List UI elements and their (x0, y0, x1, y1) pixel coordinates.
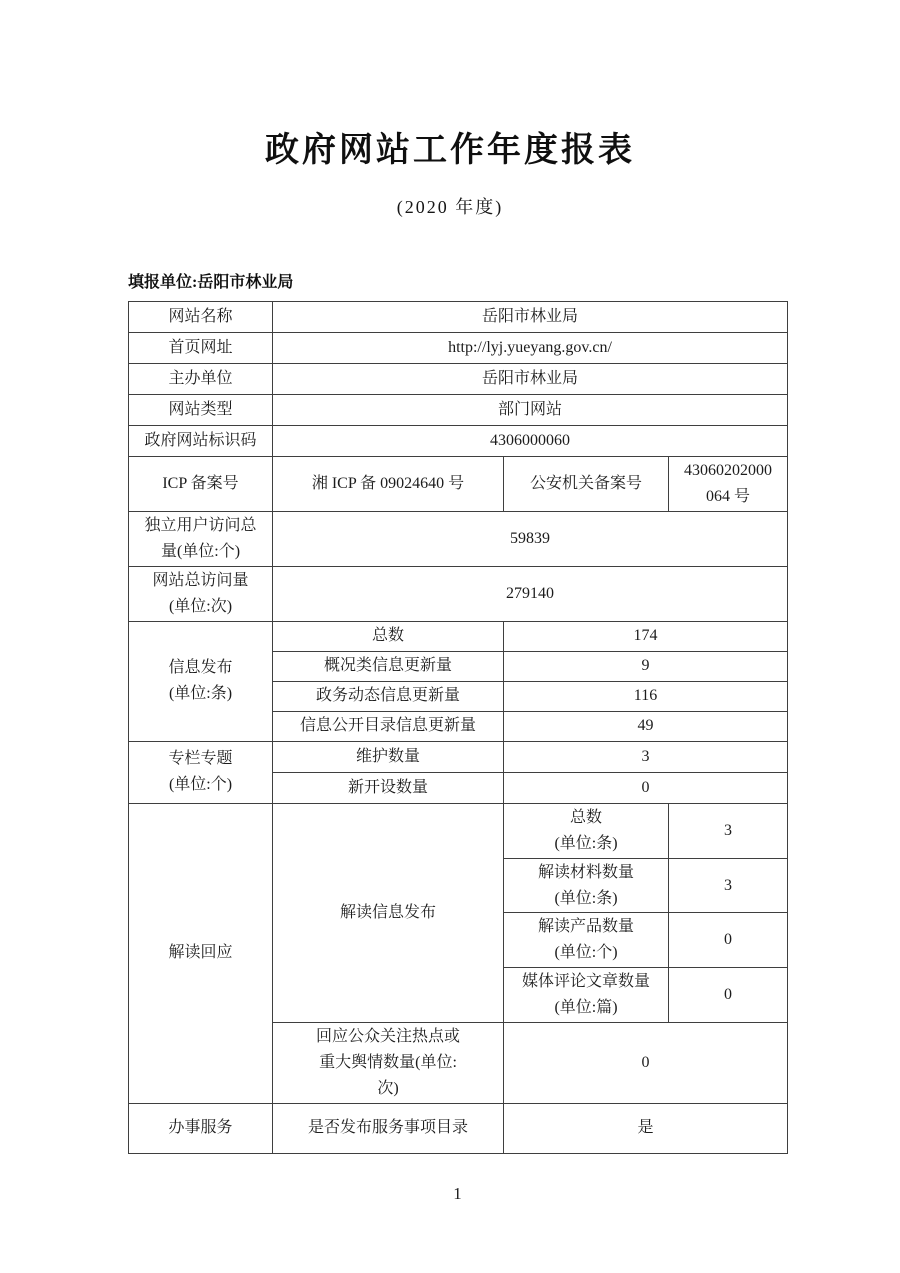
hotspot-response-label: 回应公众关注热点或 重大舆情数量(单位: 次) (273, 1023, 504, 1104)
table-row (129, 364, 788, 395)
table-row (129, 426, 788, 457)
icp-value: 湘 ICP 备 09024640 号 (273, 457, 504, 512)
table-row (129, 621, 788, 651)
info-release-section-label: 信息发布 (单位:条) (129, 621, 273, 741)
total-visits-value: 279140 (273, 566, 788, 621)
site-id-label: 政府网站标识码 (129, 426, 273, 457)
interpretation-products-label: 解读产品数量 (单位:个) (504, 913, 669, 968)
document-subtitle: (2020 年度) (396, 197, 504, 217)
interpretation-release-label: 解读信息发布 (273, 803, 504, 1022)
special-columns-maintained-label: 维护数量 (273, 741, 504, 772)
info-release-total-value: 174 (504, 621, 788, 651)
report-unit-line: 填报单位:岳阳市林业局 (128, 274, 294, 291)
interpretation-materials-label: 解读材料数量 (单位:条) (504, 858, 669, 913)
police-record-value: 43060202000 064 号 (669, 457, 788, 512)
interpretation-products-value: 0 (669, 913, 788, 968)
table-row (129, 333, 788, 364)
site-type-label: 网站类型 (129, 395, 273, 426)
table-row (129, 803, 788, 858)
interpretation-total-value: 3 (669, 803, 788, 858)
services-directory-value: 是 (504, 1103, 788, 1153)
page-number: 1 (453, 1184, 462, 1203)
services-section-label: 办事服务 (129, 1103, 273, 1153)
organizer-label: 主办单位 (129, 364, 273, 395)
info-release-total-label: 总数 (273, 621, 504, 651)
table-row (129, 1103, 788, 1153)
annual-report-table (128, 301, 788, 1154)
special-columns-section-label: 专栏专题 (单位:个) (129, 741, 273, 803)
table-row (129, 566, 788, 621)
interpretation-section-label: 解读回应 (129, 803, 273, 1103)
police-record-label: 公安机关备案号 (504, 457, 669, 512)
interpretation-total-label: 总数 (单位:条) (504, 803, 669, 858)
table-row (129, 395, 788, 426)
interpretation-media-label: 媒体评论文章数量 (单位:篇) (504, 968, 669, 1023)
special-columns-new-value: 0 (504, 772, 788, 803)
table-row (129, 511, 788, 566)
interpretation-media-value: 0 (669, 968, 788, 1023)
unique-visitors-value: 59839 (273, 511, 788, 566)
info-release-overview-label: 概况类信息更新量 (273, 651, 504, 681)
special-columns-new-label: 新开设数量 (273, 772, 504, 803)
table-row (129, 457, 788, 512)
special-columns-maintained-value: 3 (504, 741, 788, 772)
info-release-directory-value: 49 (504, 711, 788, 741)
services-directory-label: 是否发布服务事项目录 (273, 1103, 504, 1153)
organizer-value: 岳阳市林业局 (273, 364, 788, 395)
total-visits-label: 网站总访问量 (单位:次) (129, 566, 273, 621)
info-release-directory-label: 信息公开目录信息更新量 (273, 711, 504, 741)
info-release-news-value: 116 (504, 681, 788, 711)
table-row (129, 741, 788, 772)
site-name-label: 网站名称 (129, 302, 273, 333)
unique-visitors-label: 独立用户访问总 量(单位:个) (129, 511, 273, 566)
info-release-news-label: 政务动态信息更新量 (273, 681, 504, 711)
info-release-overview-value: 9 (504, 651, 788, 681)
hotspot-response-value: 0 (504, 1023, 788, 1104)
document-title: 政府网站工作年度报表 (265, 131, 635, 169)
homepage-label: 首页网址 (129, 333, 273, 364)
homepage-value: http://lyj.yueyang.gov.cn/ (273, 333, 788, 364)
site-type-value: 部门网站 (273, 395, 788, 426)
table-row (129, 302, 788, 333)
icp-label: ICP 备案号 (129, 457, 273, 512)
interpretation-materials-value: 3 (669, 858, 788, 913)
site-id-value: 4306000060 (273, 426, 788, 457)
site-name-value: 岳阳市林业局 (273, 302, 788, 333)
